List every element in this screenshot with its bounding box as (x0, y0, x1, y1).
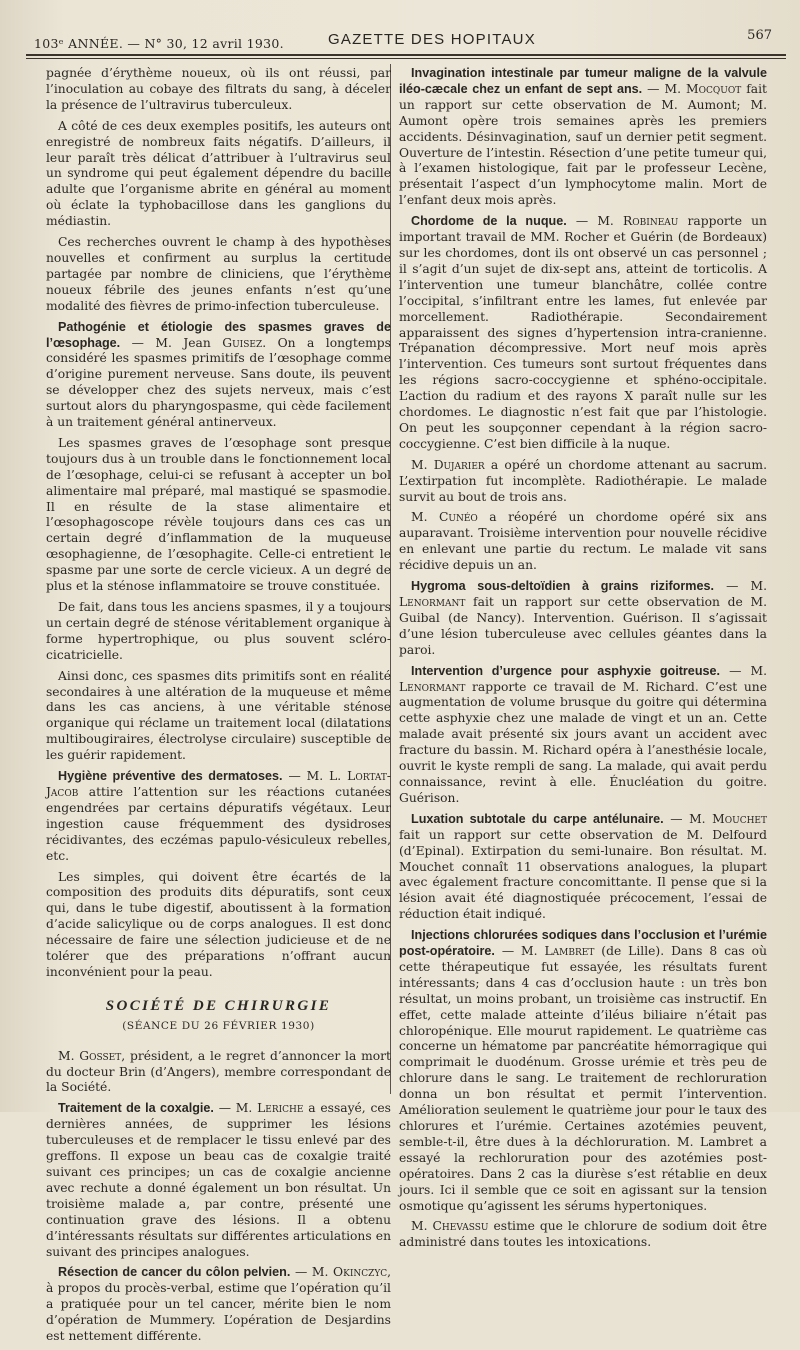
article-heading: Résection de cancer du côlon pelvien. (58, 1265, 291, 1280)
paragraph-cuneo: M. Cunéo a réopéré un chordome opéré six ans auparavant. Troisième intervention pour nouvelle récidive en enlevant une partie du rectum. Le malade vit sans récidive depuis un an. (399, 510, 767, 573)
paragraph: pagnée d’érythème noueux, où ils ont réussi, par l’inoculation au cobaye des filtrats du sang, à déceler la présence de l’ultravirus tuberculeux. (46, 66, 391, 112)
article-asphyxie: Intervention d’urgence pour asphyxie goitreuse. — M. Lenormant rapporte ce travail de M. Richard. C’est une augmentation de volume brusque du goitre qui détermina cette asphyxie chez une malade de vingt et un an. Cette malade avait présenté six jours avant un accident avec fracture du bassin. M. Richard opéra à l’anesthésie locale, ouvrit le kyste rempli de sang. La malade, qui avait perdu connaissance, revint à elle. Énucléation du goitre. Guérison. (399, 663, 767, 805)
author-name: Lenormant (399, 595, 466, 609)
author-name: Cunéo (438, 510, 478, 525)
page-number: 567 (747, 28, 772, 43)
article-coxalgie: Traitement de la coxalgie. — M. Leriche a essayé, ces dernières années, de supprimer les lésions tuberculeuses et de remplacer le tissu enlevé par des greffons. Il expose un beau cas de coxalgie traité suivant ces principes; un cas de coxalgie ancienne avec rechute a donné également un bon résultat. Un troisième malade a, par contre, présenté une continuation grave des lésions. Il a obtenu d’intéressants résultats sur différentes articulations en suivant des principes analogues. (46, 1101, 391, 1259)
article-heading: Injections chlorurées sodiques dans l’occlusion et l’urémie post-opératoire. (399, 928, 767, 959)
paragraph: A côté de ces deux exemples positifs, les auteurs ont enregistré de nombreux faits négatifs. D’ailleurs, il leur paraît très délicat d’attribuer à l’ultravirus seul un syndrome qui peut également dépendre du bacille adulte que l’organisme abrite en général au moment où éclate la typhobacillose dans les ganglions du médiastin. (46, 118, 391, 229)
article-spasmes: Pathogénie et étiologie des spasmes graves de l’œsophage. — M. Jean Guisez. On a longtemps considéré les spasmes primitifs de l’œsophage comme d’origine purement nerveuse. Sans doute, ils peuvent se développer chez des sujets nerveux, mais c’est surtout alors du pharyngospasme, qui cède facilement à un traitement général antinerveux. (46, 319, 391, 430)
article-heading: Chordome de la nuque. (411, 214, 567, 229)
society-session-date: (SÉANCE DU 26 FÉVRIER 1930) (122, 1019, 315, 1032)
article-heading: Pathogénie et étiologie des spasmes graves de l’œsophage. (46, 319, 391, 350)
issue-info: 103ᵉ ANNÉE. — N° 30, 12 avril 1930. (34, 36, 284, 51)
journal-title: GAZETTE DES HOPITAUX (328, 31, 536, 48)
society-title: SOCIÉTÉ DE CHIRURGIE (105, 997, 332, 1014)
header-rule (26, 54, 786, 59)
paragraph: Les spasmes graves de l’œsophage sont presque toujours dus à un trouble dans le fonctionnement local de l’œsophage, celui-ci se refusant à accepter un bol alimentaire mal préparé, mal mastiqué se spasmodie. Il en résulte de la stase alimentaire et l’œsophagoscope révèle toujours dans ces cas un certain degré d’inflammation de la muqueuse œsophagienne, de l’œsophagite. Celle-ci entretient le spasme par une sorte de cercle vicieux. A un degré de plus et la sténose inflammatoire se trouve constituée. (46, 435, 391, 594)
article-chordome: Chordome de la nuque. — M. Robineau rapporte un important travail de MM. Rocher et Guérin (de Bordeaux) sur les chordomes, dont ils ont observé un cas personnel ; il s’agit d’un sujet de dix-sept ans, atteint de torticolis. A l’intervention une tumeur blanchâtre, collée contre l’occipital, s’infiltrant entre les lames, fut enlevée par morcellement. Radiothérapie. Secondairement apparaissent des signes d’hypertension intra-cranienne. Trépanation décompressive. Mort neuf mois après l’intervention. Ces tumeurs sont surtout fréquentes dans les régions sacro-coccygienne et sphéno-occipitale. L’action du radium et des rayons X paraît nulle sur les chordomes. Le diagnostic n’est fait que par l’histologie. On peut les soupçonner cependant à la région sacro-coccygienne. C’est bien difficile à la nuque. (399, 214, 767, 451)
article-colon: Résection de cancer du côlon pelvien. — M. Okinczyc, à propos du procès-verbal, estime que l’opération qu’il a pratiquée pour un tel cancer, mérite bien le nom d’opération de Mummery. L’opération de Desjardins est nettement différente. (46, 1265, 391, 1344)
paragraph-dujarier: M. Dujarier a opéré un chordome attenant au sacrum. L’extirpation fut incomplète. Radiothérapie. Le malade survit au bout de trois ans. (399, 457, 767, 504)
article-heading: Hygiène préventive des dermatoses. (58, 769, 283, 784)
author-name: Leriche (257, 1101, 304, 1116)
paragraph: Les simples, qui doivent être écartés de la composition des produits dits dépuratifs, sont ceux qui, dans le tube digestif, aboutissent à la formation d’acide salicylique ou de corps analogues. Il est donc nécessaire de faire une sélection judicieuse et de ne tolérer que des préparations n’offrant aucun inconvénient pour la peau. (46, 869, 391, 979)
author-name: Robineau (623, 214, 679, 229)
paragraph: De fait, dans tous les anciens spasmes, il y a toujours un certain degré de sténose véritablement organique à forme hypertrophique, ou plus souvent scléro-cicatricielle. (46, 600, 391, 662)
paragraph-gosset: M. Gosset, président, a le regret d’annoncer la mort du docteur Brin (d’Angers), membre correspondant de la Société. (46, 1048, 391, 1095)
article-heading: Traitement de la coxalgie. (58, 1101, 214, 1116)
article-heading: Luxation subtotale du carpe antélunaire. (411, 811, 664, 826)
article-luxation: Luxation subtotale du carpe antélunaire. — M. Mouchet fait un rapport sur cette observation de M. Delfourd (d’Epinal). Extirpation du semi-lunaire. Bon résultat. M. Mouchet connaît 11 observations analogues, la plupart avec également fracture concomittante. Il pense que si la lésion avait été diagnostiquée précocement, l’essai de réduction était indiqué. (399, 811, 768, 922)
paragraph: Ces recherches ouvrent le champ à des hypothèses nouvelles et confirment au surplus la certitude partagée par nombre de cliniciens, que l’érythème noueux fébrile des jeunes enfants n’est qu’une modalité des fièvres de primo-infection tuberculeuse. (46, 235, 391, 313)
author-name: Chevassu (432, 1219, 489, 1234)
right-column (399, 66, 767, 1256)
running-head (30, 28, 780, 54)
article-hygroma: Hygroma sous-deltoïdien à grains riziformes. — M. Lenormant fait un rapport sur cette observation de M. Guibal (de Nancy). Intervention. Guérison. Il s’agissait d’une lésion tuberculeuse avec cellules géantes dans la paroi. (399, 579, 767, 657)
article-heading: Intervention d’urgence pour asphyxie goitreuse. (411, 663, 721, 678)
article-heading: Invagination intestinale par tumeur maligne de la valvule iléo-cæcale chez un enfant de sept ans. (399, 66, 767, 96)
author-name: Okinczyc (333, 1265, 388, 1280)
author-name: Lambret (544, 944, 595, 959)
paragraph-chevassu: M. Chevassu estime que le chlorure de sodium doit être administré dans toutes les intoxications. (399, 1219, 767, 1250)
article-dermatoses: Hygiène préventive des dermatoses. — M. L. Lortat-Jacob attire l’attention sur les réactions cutanées engendrées par certains dépuratifs végétaux. Leur ingestion cause fréquemment des dysidroses récidivantes, des eczémas papulo-vésiculeux rebelles, etc. (46, 769, 391, 863)
author-name: Lenormant (399, 679, 466, 694)
article-injections: Injections chlorurées sodiques dans l’occlusion et l’urémie post-opératoire. — M. Lambret (de Lille). Dans 8 cas où cette thérapeutique fut essayée, les résultats furent intéressants; dans 4 cas d’occlusion haute : un très bon résultat, un moins probant, un troisième cas instructif. En effet, cette malade atteinte d’iléus biliaire n’était pas chloropénique. Elle mourut rapidement. Le quatrième cas concerne un hématome par pancréatite hémorragique qui comprimait le duodénum. Grosse urémie et très peu de chlorure dans le sang. Le traitement de rechloruration donna un bon résultat et permit l’intervention. Amélioration seulement le quatrième jour pour le taux des chlorures et l’urémie. Certaines azotémies peuvent, semble-t-il, être dues à la déchloruration. M. Lambret a essayé la rechloruration pour des azotémies post-opératoires. Dans 2 cas la diurèse s’est rétablie en deux jours. Ici il semble que ce soit en agissant sur la tension osmotique qu’agissent les sérums hypertoniques. (399, 928, 767, 1213)
article-invagination: Invagination intestinale par tumeur maligne de la valvule iléo-cæcale chez un enfant de sept ans. — M. Mocquot fait un rapport sur cette observation de M. Aumont; M. Aumont opère trois semaines après les premiers accidents. Désinvagination, sauf un dernier petit segment. Ouverture de l’intestin. Résection d’une petite tumeur qui, à l’examen histologique, fait par le professeur Lecène, présentait l’aspect d’un lymphocytome malin. Mort de l’enfant deux mois après. (399, 66, 767, 208)
left-column (46, 66, 391, 1350)
author-name: Lortat-Jacob (46, 769, 391, 799)
paragraph: Ainsi donc, ces spasmes dits primitifs sont en réalité secondaires à une altération de la muqueuse et même dans les cas anciens, à une véritable sténose organique qui réclame un traitement local (dilatations multibougiraires, électrolyse circulaire) susceptible de les guérir rapidement. (46, 668, 391, 763)
author-name: Gosset (79, 1048, 122, 1063)
article-heading: Hygroma sous-deltoïdien à grains riziformes. (411, 579, 714, 594)
author-name: Mocquot (686, 81, 742, 96)
author-name: Dujarier (433, 457, 485, 472)
author-name: Guisez (222, 335, 263, 350)
author-name: Mouchet (712, 811, 768, 826)
